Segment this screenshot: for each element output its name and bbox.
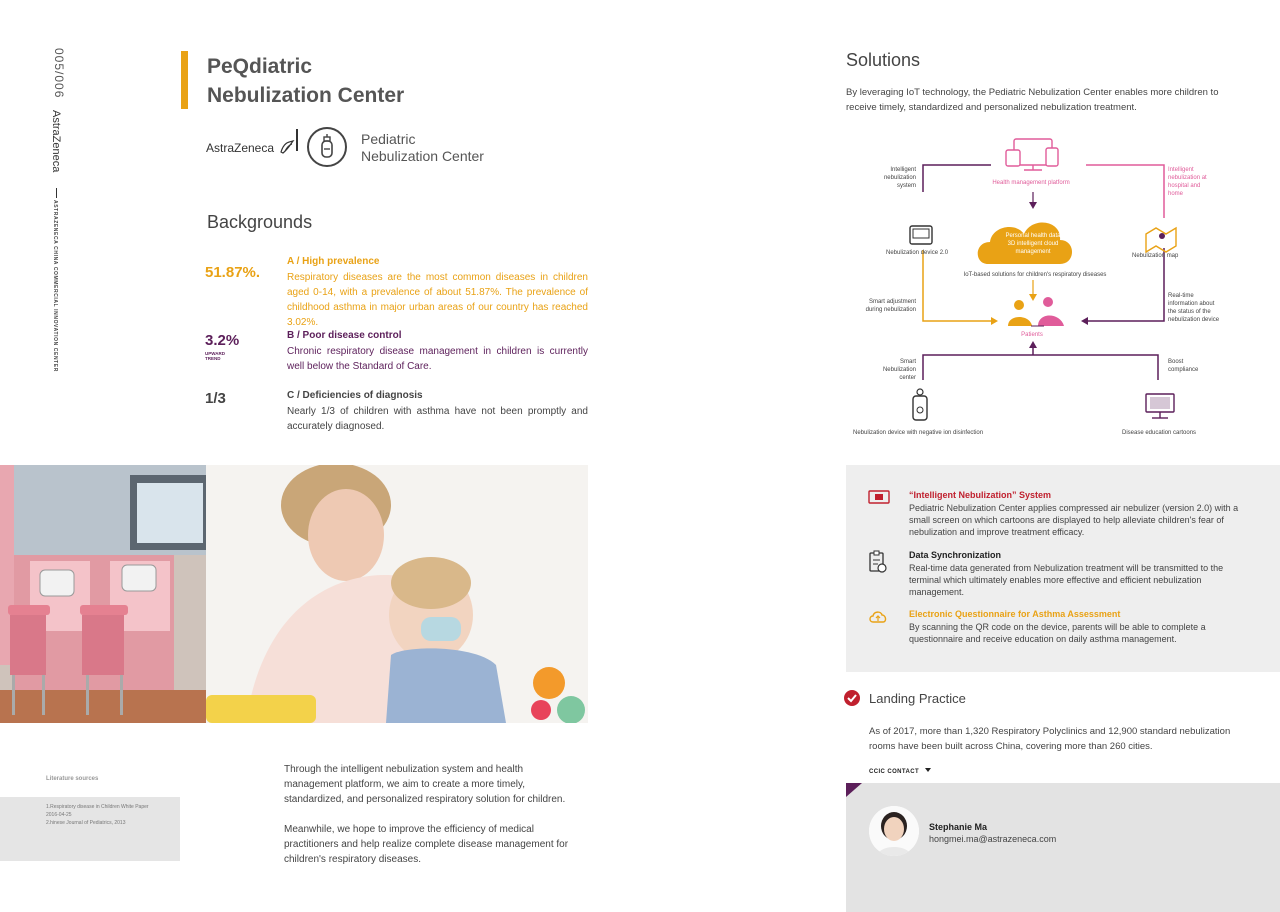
nebulizer-device-icon: [868, 490, 890, 504]
avatar: [869, 806, 919, 856]
side-rail: [44, 40, 74, 372]
backgrounds-heading: Backgrounds: [207, 212, 313, 232]
background-item-b: B / Poor disease control Chronic respiratory disease management in children is currently well below the Standard of Care.: [287, 330, 588, 372]
landing-body: As of 2017, more than 1,320 Respiratory Polyclinics and 12,900 standard nebulization rooms have been built across China, covering more than 260 cities.: [869, 726, 1231, 752]
solutions-heading: Solutions: [846, 50, 921, 70]
literature-box: 1.Respiratory disease in Children White Paper 2016-04-25 2.hinese Journal of Pediatrics, 2013: [0, 797, 180, 861]
label-smart-adjustment: Smart adjustment during nebulization: [865, 299, 916, 313]
caret-down-icon: [925, 768, 931, 772]
feature-intelligent-nebulization: “Intelligent Nebulization” System Pediatric Nebulization Center applies compressed air nebulizer (version 2.0) with a small screen on which cartoons are displayed to help alleviate children's fear of nebulization and improve treatment efficacy.: [909, 490, 1239, 537]
contact-dropdown[interactable]: CCIC CONTACT: [869, 768, 931, 775]
stat-upward-trend: 3.2%: [205, 332, 240, 349]
background-item-a: A / High prevalence Respiratory diseases are the most common diseases in children aged 0-14, with a prevalence of about 51.87%. The prevalence of childhood asthma in major urban areas of our country has reached 3.02%.: [287, 256, 588, 328]
label-device-2: Nebulization device 2.0: [886, 250, 949, 256]
feature-electronic-questionnaire: Electronic Questionnaire for Asthma Assessment By scanning the QR code on the device, parents will be able to complete a questionnaire and receive education on daily asthma management.: [909, 609, 1206, 644]
stat-prevalence: 51.87%.: [205, 264, 261, 281]
cloud-upload-icon: [868, 609, 888, 625]
logo-separator: [296, 129, 298, 151]
mother-child-nebulization-photo: [206, 465, 588, 723]
contact-info: [929, 822, 1056, 844]
label-disinfection: Nebulization device with negative ion disinfection: [853, 430, 984, 436]
label-nebulization-map: Nebulization map: [1132, 253, 1179, 259]
label-cloud-management: Personal health data 3D intelligent cloud management: [1005, 233, 1061, 255]
label-realtime: Real-time information about the status of the nebulization device: [1168, 293, 1220, 323]
rail-brand: AstraZeneca: [50, 110, 62, 173]
label-smart-center: Smart Nebulization center: [882, 359, 916, 381]
nebulizer-logo-icon: [307, 127, 347, 167]
label-boost-compliance: Boost compliance: [1168, 359, 1199, 373]
background-item-c: C / Deficiencies of diagnosis Nearly 1/3 of children with asthma have not been promptly and accurately diagnosed.: [287, 390, 588, 432]
feature-data-synchronization: Data Synchronization Real-time data generated from Nebulization treatment will be transmitted to the terminal which ultimately enables more effective and efficient nebulization management.: [909, 550, 1224, 597]
astrazeneca-logo: AstraZeneca: [206, 139, 295, 155]
rail-divider: [56, 188, 57, 198]
title-accent-bar: [181, 51, 188, 109]
page-number: 005/006: [52, 48, 66, 99]
landing-heading: Landing Practice: [869, 691, 966, 706]
label-patients: Patients: [1021, 332, 1043, 338]
stat-one-third: 1/3: [205, 390, 226, 407]
contact-name: Stephanie Ma: [929, 822, 988, 832]
summary-paragraph-2: Meanwhile, we hope to improve the efficiency of medical practitioners and help realize complete disease management for children's respiratory diseases.: [284, 824, 569, 865]
contact-email[interactable]: hongmei.ma@astrazeneca.com: [929, 834, 1057, 844]
corner-accent: [846, 783, 862, 797]
literature-heading: Literature sources: [46, 776, 99, 782]
label-health-platform: Health management platform: [992, 180, 1070, 186]
astrazeneca-symbol-icon: [279, 139, 295, 155]
label-intelligent-system: Intelligent nebulization system: [883, 167, 916, 189]
solutions-intro: By leveraging IoT technology, the Pediatric Nebulization Center enables more children to receive timely, standardized and personalized nebulization treatment.: [846, 87, 1219, 113]
logo-text: Pediatric Nebulization Center: [361, 131, 484, 164]
check-badge-icon: [843, 689, 861, 707]
clipboard-sync-icon: [868, 550, 888, 574]
page-title: PeQdiatric Nebulization Center: [207, 55, 405, 107]
summary-text: [284, 762, 584, 867]
nebulization-room-photo: [0, 465, 206, 723]
label-intelligent-hospital: Intelligent nebulization at hospital and home: [1168, 167, 1207, 197]
label-iot: IoT-based solutions for children's respiratory diseases: [963, 272, 1107, 278]
label-cartoons: Disease education cartoons: [1122, 430, 1197, 436]
stat-sub-label: UPWARD TREND: [205, 351, 225, 361]
rail-center-name: ASTRAZENECA CHINA COMMERCIAL INNOVATION CENTER: [52, 200, 58, 372]
summary-paragraph-1: Through the intelligent nebulization system and health management platform, we aim to create a more timely, standardized, and personalized respiratory solution for children.: [284, 764, 566, 805]
